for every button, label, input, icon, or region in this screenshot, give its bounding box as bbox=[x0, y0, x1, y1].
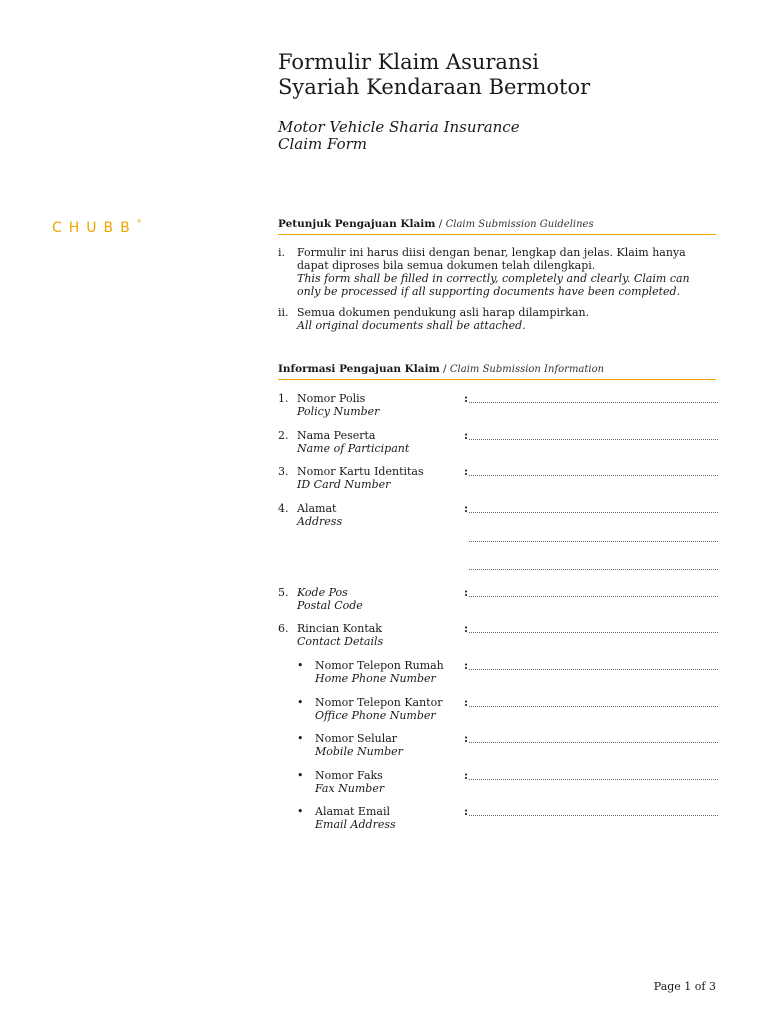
field-label-id: Kode Pos bbox=[297, 586, 348, 599]
field-label-id: Nomor Polis bbox=[297, 392, 366, 405]
field-label-id: Nama Peserta bbox=[297, 429, 376, 442]
field-colon: : bbox=[464, 805, 469, 818]
heading-separator: / bbox=[439, 363, 450, 375]
field-number: 5. bbox=[278, 586, 289, 599]
field-label-id: Nomor Telepon Kantor bbox=[315, 696, 443, 709]
field-address bbox=[278, 502, 718, 532]
participant-name-input-line[interactable] bbox=[469, 439, 718, 440]
field-number: 3. bbox=[278, 465, 289, 478]
guideline-number: i. bbox=[278, 246, 286, 259]
bullet: • bbox=[297, 769, 304, 782]
field-label-en: Mobile Number bbox=[315, 745, 403, 758]
field-label-en: Home Phone Number bbox=[315, 672, 436, 685]
guideline-item bbox=[278, 306, 716, 332]
field-label-en: Email Address bbox=[315, 818, 396, 831]
id-card-number-input-line[interactable] bbox=[469, 475, 718, 476]
bullet: • bbox=[297, 696, 304, 709]
heading-separator: / bbox=[435, 218, 446, 230]
field-label-en: Name of Participant bbox=[297, 442, 410, 455]
field-fax bbox=[278, 769, 718, 799]
field-label-en: Fax Number bbox=[315, 782, 385, 795]
postal-code-input-line[interactable] bbox=[469, 596, 718, 597]
field-home-phone bbox=[278, 659, 718, 689]
field-colon: : bbox=[464, 392, 469, 405]
form-title bbox=[278, 50, 590, 100]
guidelines-heading bbox=[278, 217, 716, 235]
contact-details-input-line[interactable] bbox=[469, 632, 718, 633]
subtitle-line-2: Claim Form bbox=[278, 135, 368, 153]
field-label-id: Nomor Kartu Identitas bbox=[297, 465, 424, 478]
field-colon: : bbox=[464, 659, 469, 672]
guideline-text-id: Formulir ini harus diisi dengan benar, lengkap dan jelas. Klaim hanya dapat diproses bila semua dokumen telah dilengkapi. bbox=[297, 246, 686, 272]
title-line-1: Formulir Klaim Asuransi bbox=[278, 50, 539, 74]
home-phone-input-line[interactable] bbox=[469, 669, 718, 670]
field-label-id: Nomor Faks bbox=[315, 769, 383, 782]
field-label-en: Office Phone Number bbox=[315, 709, 436, 722]
field-office-phone bbox=[278, 696, 718, 726]
field-label-en: Address bbox=[297, 515, 343, 528]
info-heading bbox=[278, 362, 716, 380]
address-input-line-2[interactable] bbox=[469, 541, 718, 542]
field-label-en: Contact Details bbox=[297, 635, 384, 648]
field-participant-name bbox=[278, 429, 718, 459]
field-id-card-number bbox=[278, 465, 718, 495]
bullet: • bbox=[297, 659, 304, 672]
guidelines-heading-en: Claim Submission Guidelines bbox=[445, 219, 594, 230]
field-colon: : bbox=[464, 696, 469, 709]
field-colon: : bbox=[464, 732, 469, 745]
field-label-id: Alamat Email bbox=[315, 805, 390, 818]
guideline-text-en: This form shall be filled in correctly, completely and clearly. Claim can only be processed if all supporting documents have been completed. bbox=[297, 272, 690, 298]
email-input-line[interactable] bbox=[469, 815, 718, 816]
field-contact-details bbox=[278, 622, 718, 652]
bullet: • bbox=[297, 805, 304, 818]
field-email bbox=[278, 805, 718, 835]
guidelines-heading-id: Petunjuk Pengajuan Klaim bbox=[278, 218, 436, 230]
logo-text: CHUBB bbox=[52, 220, 137, 236]
policy-number-input-line[interactable] bbox=[469, 402, 718, 403]
field-number: 1. bbox=[278, 392, 289, 405]
field-label-id: Alamat bbox=[297, 502, 337, 515]
guideline-text-en: All original documents shall be attached. bbox=[297, 319, 526, 332]
field-label-en: ID Card Number bbox=[297, 478, 391, 491]
guideline-text-id: Semua dokumen pendukung asli harap dilampirkan. bbox=[297, 306, 590, 319]
info-heading-en: Claim Submission Information bbox=[449, 364, 605, 375]
fax-input-line[interactable] bbox=[469, 779, 718, 780]
registered-mark: ® bbox=[136, 219, 142, 225]
chubb-logo bbox=[52, 220, 142, 236]
field-mobile bbox=[278, 732, 718, 762]
field-colon: : bbox=[464, 465, 469, 478]
field-number: 4. bbox=[278, 502, 289, 515]
form-subtitle bbox=[278, 119, 520, 153]
field-postal-code bbox=[278, 586, 718, 616]
field-policy-number bbox=[278, 392, 718, 422]
address-input-line-3[interactable] bbox=[469, 569, 718, 570]
office-phone-input-line[interactable] bbox=[469, 706, 718, 707]
title-line-2: Syariah Kendaraan Bermotor bbox=[278, 75, 591, 99]
field-colon: : bbox=[464, 622, 469, 635]
guideline-number: ii. bbox=[278, 306, 289, 319]
bullet: • bbox=[297, 732, 304, 745]
subtitle-line-1: Motor Vehicle Sharia Insurance bbox=[278, 118, 520, 136]
mobile-input-line[interactable] bbox=[469, 742, 718, 743]
field-number: 2. bbox=[278, 429, 289, 442]
field-label-id: Rincian Kontak bbox=[297, 622, 382, 635]
field-label-id: Nomor Selular bbox=[315, 732, 398, 745]
field-colon: : bbox=[464, 502, 469, 515]
field-colon: : bbox=[464, 429, 469, 442]
field-label-en: Postal Code bbox=[297, 599, 363, 612]
field-colon: : bbox=[464, 586, 469, 599]
info-heading-id: Informasi Pengajuan Klaim bbox=[278, 363, 440, 375]
address-input-line[interactable] bbox=[469, 512, 718, 513]
guideline-item bbox=[278, 246, 716, 298]
page-number: Page 1 of 3 bbox=[653, 980, 716, 993]
field-label-id: Nomor Telepon Rumah bbox=[315, 659, 444, 672]
field-number: 6. bbox=[278, 622, 289, 635]
field-colon: : bbox=[464, 769, 469, 782]
field-label-en: Policy Number bbox=[297, 405, 380, 418]
